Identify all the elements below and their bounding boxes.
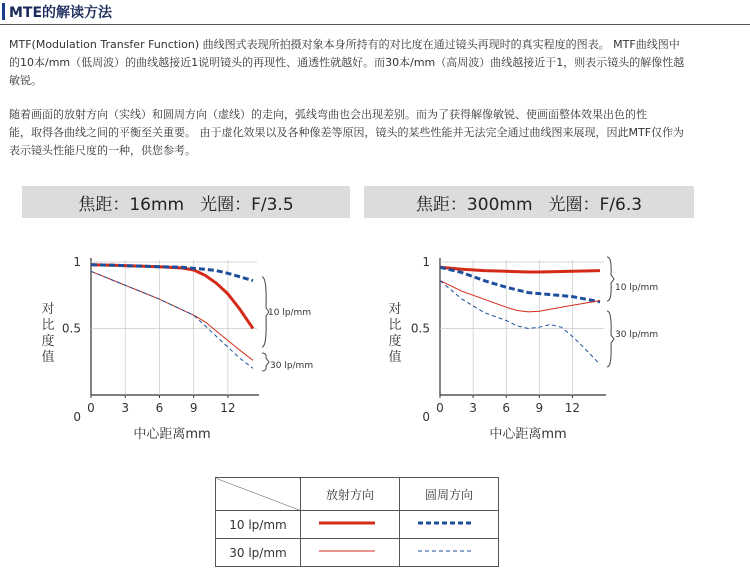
x-tick-label: 9 (189, 401, 198, 415)
series-line (91, 271, 253, 368)
chart-series (91, 265, 253, 369)
y-tick-label: 0.5 (410, 321, 430, 336)
x-tick-label: 0 (87, 401, 95, 415)
x-axis-label: 中心距离mm (489, 427, 567, 442)
legend-row (216, 511, 499, 539)
brace-label-30lp: 30 lp/mm (270, 361, 314, 371)
y-axis-label-char: 度 (41, 334, 55, 349)
paragraph-line: 随着画面的放射方向（实线）和圆周方向（虚线）的走向，弧线弯曲也会出现差别。而为了获得解像敏锐、使画面整体效果出色的性 (9, 108, 647, 121)
y-axis-label-char: 值 (388, 350, 402, 365)
x-tick-label: 3 (121, 401, 130, 415)
series-line (91, 271, 253, 360)
y-axis-label-char: 比 (388, 318, 402, 333)
chart-caption-300mm (364, 186, 694, 218)
legend-swatch-cell (301, 539, 400, 567)
legend-header-row (216, 478, 499, 511)
brace-label-10lp: 10 lp/mm (268, 308, 312, 318)
chart-axes (440, 258, 606, 395)
mtf-chart-16mm (0, 225, 375, 450)
legend-row-label: 30 lp/mm (216, 539, 301, 567)
brace-label-30lp: 30 lp/mm (615, 330, 659, 340)
legend-table (215, 477, 499, 567)
series-line (440, 267, 600, 272)
swatch-30lp-radial (301, 545, 399, 557)
section-header (0, 0, 750, 25)
legend-row-label: 10 lp/mm (216, 511, 301, 539)
swatch-10lp-circumferential (400, 517, 498, 529)
swatch-10lp-radial (301, 517, 399, 529)
x-tick-label: 6 (502, 401, 511, 415)
chart-ticks (62, 255, 236, 424)
x-tick-label: 6 (155, 401, 164, 415)
paragraph-line: 的10本/mm（低周波）的曲线越接近1说明镜头的再现性、通透性就越好。而30本/mm（高周波）曲线越接近于1，则表示镜头的解像性越 (9, 56, 685, 69)
y-axis-label-char: 值 (41, 350, 55, 365)
x-tick-label: 0 (436, 401, 444, 415)
chart-gridlines (440, 260, 604, 395)
aperture-label: 光圈：F/6.3 (548, 194, 643, 215)
legend-col-header: 圆周方向 (400, 478, 499, 511)
legend-corner-cell (216, 478, 301, 511)
y-axis-label-char: 比 (41, 318, 55, 333)
header-accent-bar (2, 3, 5, 20)
chart-series (440, 267, 600, 364)
section-title: MTE的解读方法 (9, 5, 113, 21)
legend-row (216, 539, 499, 567)
chart-braces (262, 277, 269, 371)
focal-length-label: 焦距：300mm (415, 194, 533, 215)
y-tick-label: 0.5 (61, 321, 81, 336)
chart-axes (91, 258, 259, 395)
detail-paragraph (9, 106, 744, 160)
series-line (440, 281, 600, 365)
x-tick-label: 3 (469, 401, 477, 415)
x-tick-label: 12 (220, 401, 236, 415)
y-tick-label: 0 (422, 410, 430, 424)
swatch-30lp-circumferential (400, 545, 498, 557)
paragraph-line: 能，取得各曲线之间的平衡至关重要。 由于虚化效果以及各种像差等原因，镜头的某些性能并无法完全通过曲线图来展现，因此MTF仅作为 (9, 126, 685, 139)
x-axis-label: 中心距离mm (133, 427, 211, 442)
y-axis-label-char: 对 (388, 302, 402, 317)
focal-length-label: 焦距：16mm (78, 194, 185, 215)
chart-ticks (411, 255, 580, 424)
y-tick-label: 0 (73, 410, 81, 424)
aperture-label: 光圈：F/3.5 (200, 194, 294, 215)
legend-col-header: 放射方向 (301, 478, 400, 511)
y-axis-label-char: 度 (388, 334, 402, 349)
x-tick-label: 12 (564, 401, 581, 415)
brace-30lp (262, 353, 269, 371)
chart-braces (607, 257, 614, 367)
brace-10lp (607, 257, 614, 301)
chart-caption-16mm (22, 186, 350, 218)
legend-swatch-cell (400, 539, 499, 567)
y-tick-label: 1 (73, 255, 81, 269)
brace-30lp (607, 311, 614, 367)
legend-swatch-cell (301, 511, 400, 539)
intro-paragraph (9, 36, 744, 90)
mtf-chart-300mm (375, 225, 750, 450)
brace-label-10lp: 10 lp/mm (615, 283, 659, 293)
y-tick-label: 1 (422, 255, 430, 269)
legend-swatch-cell (400, 511, 499, 539)
y-axis-label-char: 对 (41, 302, 55, 317)
paragraph-line: 敏锐。 (9, 74, 42, 87)
chart-gridlines (91, 260, 257, 395)
x-tick-label: 9 (535, 401, 544, 415)
paragraph-line: MTF(Modulation Transfer Function) 曲线图式表现所拍摄对象本身所持有的对比度在通过镜头再现时的真实程度的图表。 MTF曲线图中 (9, 38, 680, 51)
series-line (91, 265, 253, 281)
paragraph-line: 表示镜头性能尺度的一种，供您参考。 (9, 144, 196, 157)
